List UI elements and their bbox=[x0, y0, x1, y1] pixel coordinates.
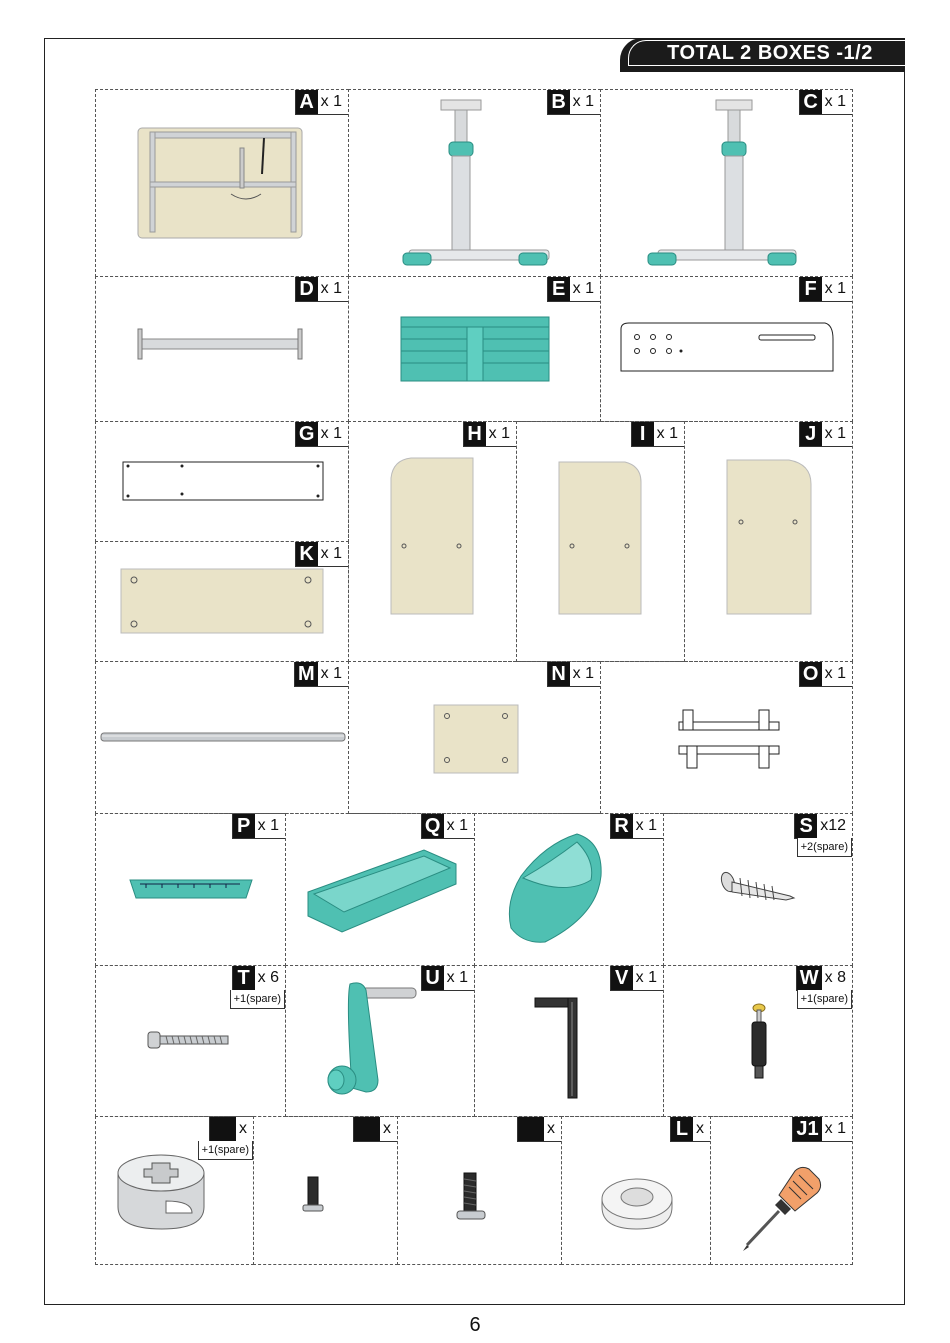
cup-holder-drawing bbox=[505, 832, 605, 948]
part-cell-v bbox=[474, 965, 664, 1117]
cam-bolt-drawing bbox=[748, 1002, 770, 1082]
part-cell-unlabeled-2 bbox=[253, 1116, 398, 1265]
part-qty: x 1 bbox=[320, 425, 342, 442]
part-letter: H bbox=[464, 422, 486, 446]
part-qty: x bbox=[383, 1120, 391, 1137]
part-cell-c bbox=[600, 89, 853, 277]
part-qty: x 1 bbox=[635, 969, 657, 986]
part-cell-g bbox=[95, 421, 349, 542]
spare-note: +1(spare) bbox=[230, 990, 285, 1009]
part-cell-r bbox=[474, 813, 664, 966]
part-label bbox=[792, 1117, 852, 1142]
part-label bbox=[295, 422, 348, 447]
part-cell-m bbox=[95, 661, 349, 814]
part-cell-s bbox=[663, 813, 853, 966]
part-qty: x 6 bbox=[257, 969, 279, 986]
part-qty: x 1 bbox=[824, 1120, 846, 1137]
part-letter: L bbox=[671, 1117, 693, 1141]
part-qty: x bbox=[696, 1120, 704, 1137]
screwdriver-drawing bbox=[739, 1165, 823, 1253]
left-leg-drawing bbox=[399, 98, 559, 273]
part-cell-u bbox=[285, 965, 475, 1117]
part-letter: Q bbox=[422, 814, 444, 838]
part-label bbox=[631, 422, 684, 447]
part-label bbox=[295, 90, 348, 115]
part-label bbox=[799, 662, 852, 687]
part-letter bbox=[518, 1117, 544, 1141]
part-letter: D bbox=[296, 277, 318, 301]
part-label bbox=[295, 542, 348, 567]
part-qty: x 1 bbox=[320, 280, 342, 297]
part-qty: x12 bbox=[820, 817, 846, 834]
part-letter: J bbox=[800, 422, 822, 446]
part-letter: T bbox=[233, 966, 255, 990]
spare-note: +1(spare) bbox=[198, 1141, 253, 1160]
rod-drawing bbox=[100, 730, 346, 744]
part-cell-d bbox=[95, 276, 349, 422]
ruler-drawing bbox=[128, 876, 254, 902]
part-qty: x 1 bbox=[257, 817, 279, 834]
cam-lock-drawing bbox=[112, 1151, 210, 1233]
part-qty: x 1 bbox=[824, 425, 846, 442]
part-cell-e bbox=[348, 276, 601, 422]
part-qty: x 1 bbox=[824, 665, 846, 682]
part-qty: x 1 bbox=[635, 817, 657, 834]
part-cell-j bbox=[684, 421, 853, 662]
part-qty: x 1 bbox=[824, 93, 846, 110]
part-letter: O bbox=[800, 662, 822, 686]
page-number: 6 bbox=[469, 1314, 481, 1336]
part-cell-l bbox=[561, 1116, 711, 1265]
part-label bbox=[799, 90, 852, 115]
part-letter: E bbox=[548, 277, 570, 301]
part-letter: M bbox=[295, 662, 318, 686]
part-letter: B bbox=[548, 90, 570, 114]
part-cell-unlabeled-1 bbox=[95, 1116, 254, 1265]
part-letter: S bbox=[795, 814, 817, 838]
part-cell-unlabeled-3 bbox=[397, 1116, 562, 1265]
part-qty: x 1 bbox=[488, 425, 510, 442]
part-letter: A bbox=[296, 90, 318, 114]
panel-k-drawing bbox=[120, 568, 324, 634]
part-cell-f bbox=[600, 276, 853, 422]
part-cell-o bbox=[600, 661, 853, 814]
washer-cap-drawing bbox=[600, 1175, 674, 1231]
part-label bbox=[547, 277, 600, 302]
part-qty: x 1 bbox=[320, 93, 342, 110]
part-cell-a bbox=[95, 89, 349, 277]
part-letter: J1 bbox=[793, 1117, 821, 1141]
part-qty: x bbox=[547, 1120, 555, 1137]
part-qty: x 1 bbox=[572, 93, 594, 110]
side-panel-j-drawing bbox=[725, 458, 813, 616]
part-label bbox=[232, 814, 285, 839]
header-title: TOTAL 2 BOXES -1/2 bbox=[667, 42, 873, 64]
part-letter: U bbox=[422, 966, 444, 990]
part-cell-q bbox=[285, 813, 475, 966]
part-letter bbox=[354, 1117, 380, 1141]
part-label bbox=[547, 662, 600, 687]
part-label bbox=[517, 1117, 561, 1142]
part-qty: x 8 bbox=[824, 969, 846, 986]
plate-n-drawing bbox=[433, 704, 519, 774]
bolt-drawing bbox=[146, 1028, 230, 1052]
part-label bbox=[295, 277, 348, 302]
part-label bbox=[294, 662, 348, 687]
part-qty: x 1 bbox=[446, 969, 468, 986]
brackets-drawing bbox=[677, 706, 781, 772]
part-qty: x 1 bbox=[446, 817, 468, 834]
part-label bbox=[209, 1117, 253, 1142]
part-letter: R bbox=[611, 814, 633, 838]
part-letter: K bbox=[296, 542, 318, 566]
spare-note: +1(spare) bbox=[797, 990, 852, 1009]
part-cell-h bbox=[348, 421, 517, 662]
spare-note: +2(spare) bbox=[797, 838, 852, 857]
long-screw-drawing bbox=[456, 1171, 486, 1223]
part-qty: x 1 bbox=[572, 665, 594, 682]
crossbar-drawing bbox=[136, 325, 306, 365]
part-label bbox=[610, 814, 663, 839]
part-label bbox=[796, 966, 852, 991]
part-label bbox=[799, 422, 852, 447]
part-letter: C bbox=[800, 90, 822, 114]
short-screw-drawing bbox=[302, 1175, 324, 1217]
part-letter: P bbox=[233, 814, 255, 838]
plate-g-drawing bbox=[122, 460, 324, 504]
side-panel-i-drawing bbox=[557, 460, 643, 616]
teal-panel-drawing bbox=[399, 315, 551, 383]
part-letter: G bbox=[296, 422, 318, 446]
part-label bbox=[794, 814, 852, 839]
part-qty: x 1 bbox=[320, 545, 342, 562]
part-label bbox=[610, 966, 663, 991]
pen-tray-drawing bbox=[304, 846, 460, 938]
side-panel-h-drawing bbox=[389, 456, 475, 616]
part-qty: x 1 bbox=[572, 280, 594, 297]
part-qty: x 1 bbox=[656, 425, 678, 442]
part-cell-j1 bbox=[710, 1116, 853, 1265]
part-qty: x 1 bbox=[320, 665, 342, 682]
part-letter: W bbox=[797, 966, 822, 990]
part-letter: N bbox=[548, 662, 570, 686]
part-cell-p bbox=[95, 813, 286, 966]
part-letter: V bbox=[611, 966, 633, 990]
allen-key-drawing bbox=[533, 996, 583, 1100]
part-letter bbox=[210, 1117, 236, 1141]
wood-screw-drawing bbox=[720, 870, 796, 906]
part-letter: F bbox=[800, 277, 822, 301]
part-cell-w bbox=[663, 965, 853, 1117]
part-qty: x 1 bbox=[824, 280, 846, 297]
crank-handle-drawing bbox=[322, 980, 422, 1106]
part-label bbox=[463, 422, 516, 447]
desk-top-frame-drawing bbox=[136, 124, 306, 242]
part-cell-n bbox=[348, 661, 601, 814]
part-qty: x bbox=[239, 1120, 247, 1137]
right-leg-drawing bbox=[646, 98, 806, 273]
part-label bbox=[670, 1117, 710, 1142]
part-label bbox=[353, 1117, 397, 1142]
part-label bbox=[232, 966, 285, 991]
part-cell-t bbox=[95, 965, 286, 1117]
part-cell-b bbox=[348, 89, 601, 277]
part-label bbox=[799, 277, 852, 302]
part-label bbox=[421, 966, 474, 991]
part-cell-i bbox=[516, 421, 685, 662]
back-panel-drawing bbox=[619, 319, 835, 375]
part-cell-k bbox=[95, 541, 349, 662]
part-label bbox=[421, 814, 474, 839]
part-letter: I bbox=[632, 422, 654, 446]
